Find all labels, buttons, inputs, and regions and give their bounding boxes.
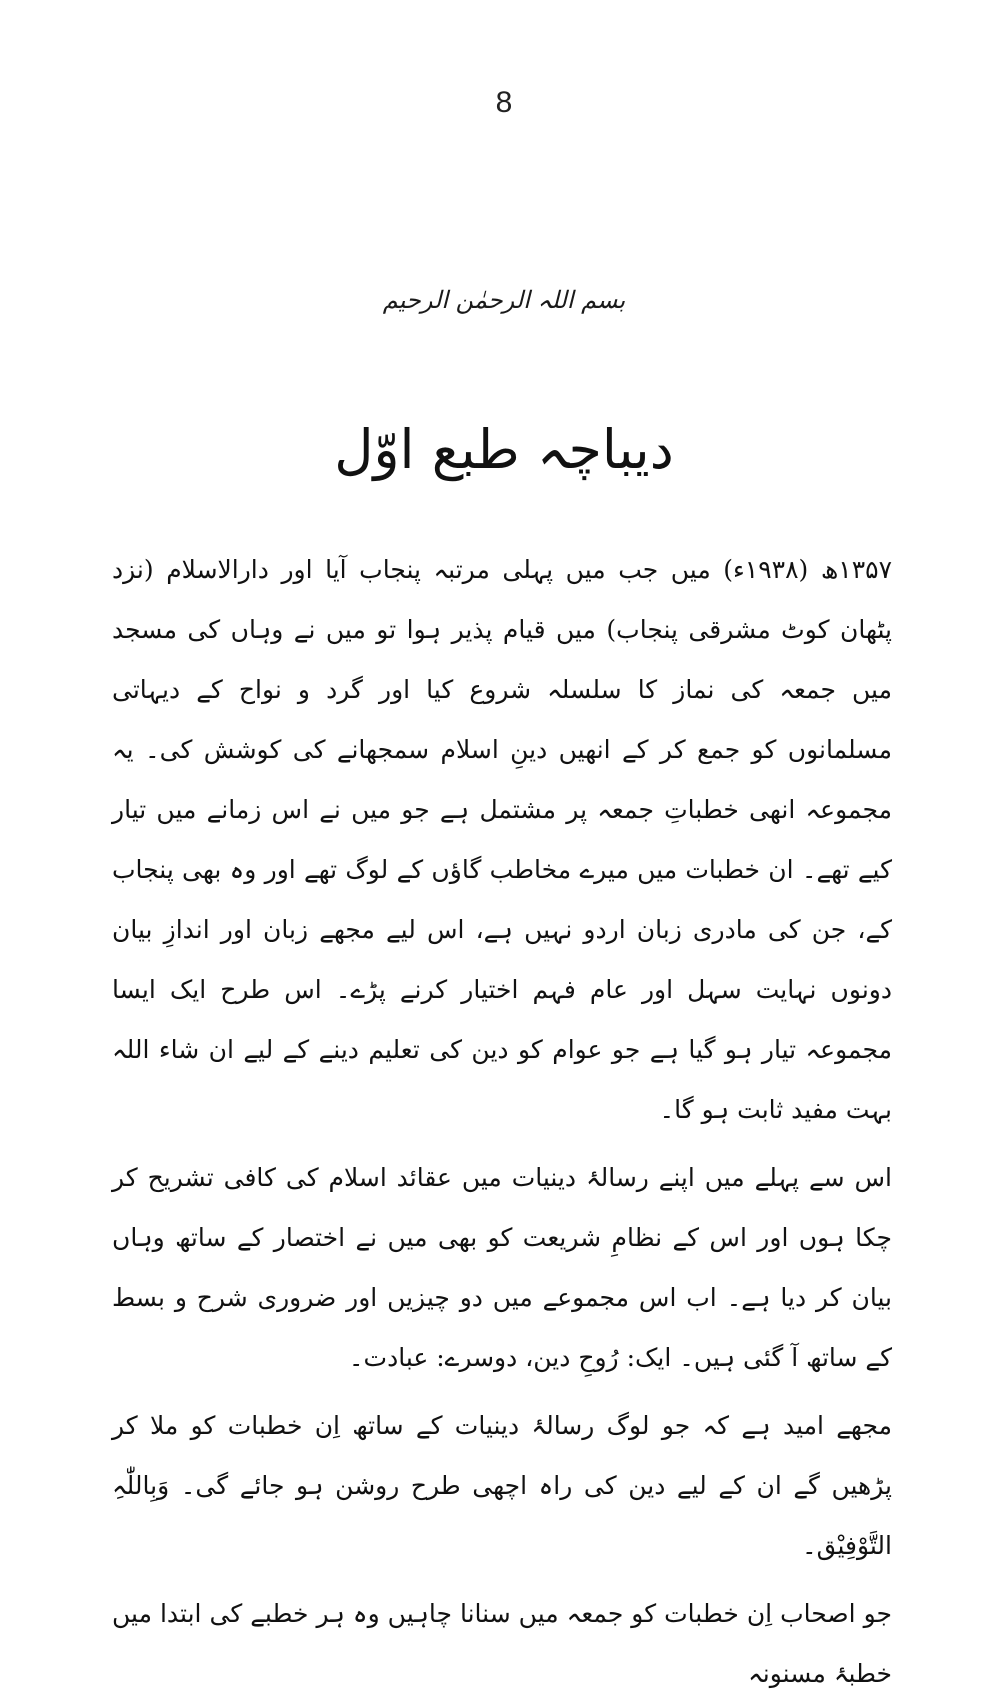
bismillah-calligraphy: بسم اللہ الرحمٰن الرحیم [382,286,626,314]
body-text [112,540,892,1704]
paragraph-3: مجھے امید ہے کہ جو لوگ رسالۂ دینیات کے ساتھ اِن خطبات کو ملا کر پڑھیں گے ان کے لیے دین کی راہ اچھی طرح روشن ہو جائے گی۔ وَبِاللّٰہِ التَّوْفِیْق۔ [112,1411,892,1560]
paragraph-4: جو اصحاب اِن خطبات کو جمعہ میں سنانا چاہیں وہ ہر خطبے کی ابتدا میں خطبۂ مسنونہ [112,1599,892,1688]
page-number: 8 [495,86,513,119]
paragraph-1: ۱۳۵۷ھ (۱۹۳۸ء) میں جب میں پہلی مرتبہ پنجاب آیا اور دارالاسلام (نزد پٹھان کوٹ مشرقی پنجاب) میں قیام پذیر ہوا تو میں نے وہاں کی مسجد میں جمعہ کی نماز کا سلسلہ شروع کیا اور گرد و نواح کے دیہاتی مسلمانوں کو جمع کر کے انھیں دینِ اسلام سمجھانے کی کوشش کی۔ یہ مجموعہ انھی خطباتِ جمعہ پر مشتمل ہے جو میں نے اس زمانے میں تیار کیے تھے۔ ان خطبات میں میرے مخاطب گاؤں کے لوگ تھے اور وہ بھی پنجاب کے، جن کی مادری زبان اردو نہیں ہے، اس لیے مجھے زبان اور اندازِ بیان دونوں نہایت سہل اور عام فہم اختیار کرنے پڑے۔ اس طرح ایک ایسا مجموعہ تیار ہو گیا ہے جو عوام کو دین کی تعلیم دینے کے لیے ان شاء اللہ بہت مفید ثابت ہو گا۔ [112,555,892,1124]
paragraph-2: اس سے پہلے میں اپنے رسالۂ دینیات میں عقائد اسلام کی کافی تشریح کر چکا ہوں اور اس کے نظامِ شریعت کو بھی میں نے اختصار کے ساتھ وہاں بیان کر دیا ہے۔ اب اس مجموعے میں دو چیزیں اور ضروری شرح و بسط کے ساتھ آ گئی ہیں۔ ایک: رُوحِ دین، دوسرے: عبادت۔ [112,1163,892,1372]
page-title: دیباچہ طبع اوّل [334,418,674,481]
